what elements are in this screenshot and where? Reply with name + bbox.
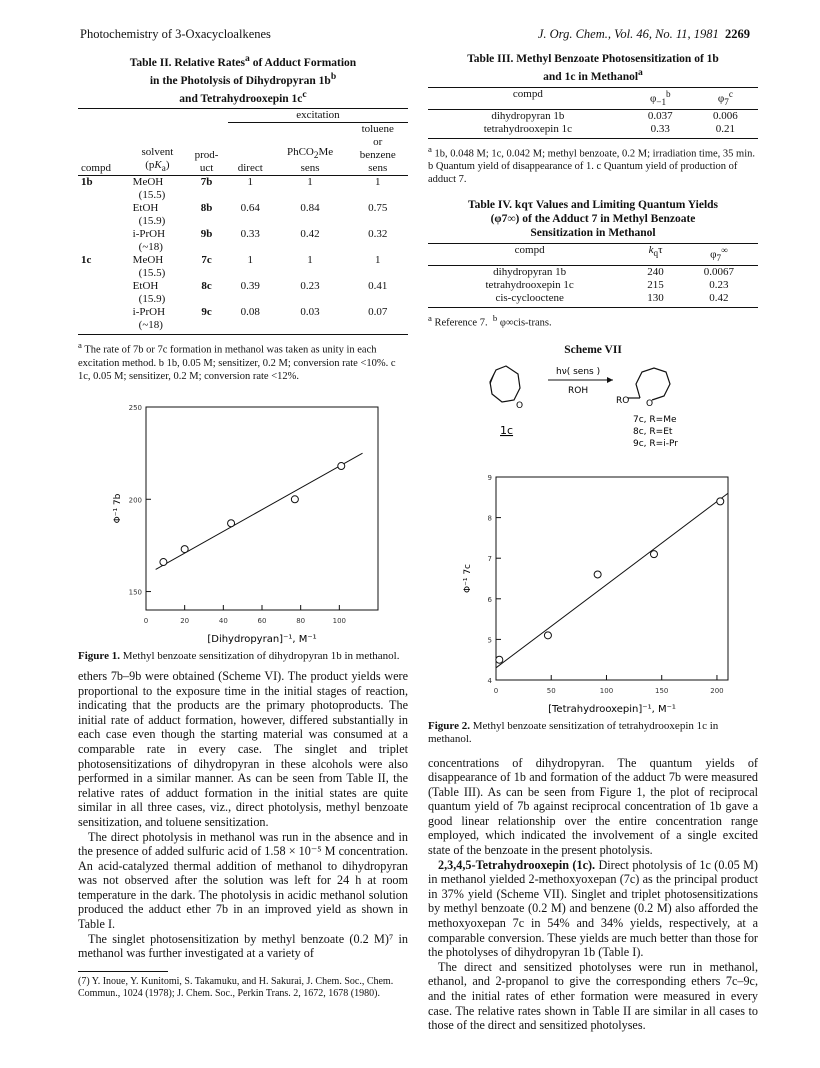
table-row — [78, 254, 408, 280]
x-tick-label: 0 — [493, 686, 499, 695]
x-tick-label: 80 — [296, 616, 306, 625]
phi-inf-cell: 0.23 — [709, 279, 729, 292]
running-header: Photochemistry of 3-Oxacycloalkenes — [80, 27, 271, 41]
toluene-cell: 1 — [375, 254, 381, 267]
figure1-chart — [78, 395, 408, 650]
phi-inf-cell: 0.42 — [709, 292, 729, 305]
phi-minus1-cell: 0.33 — [650, 122, 670, 135]
direct-cell: 1 — [247, 254, 254, 267]
solvent-name: EtOH — [132, 202, 159, 215]
product-cell: 7b — [200, 176, 213, 189]
data-point — [496, 656, 503, 663]
compd-cell: 1b — [81, 176, 93, 189]
reactant-oxygen-label: O — [516, 400, 524, 411]
figure1-caption: Figure 1. Methyl benzoate sensitization of dihydropyran 1b in methanol. — [78, 649, 400, 662]
y-axis-label: Φ⁻¹ 7c — [463, 563, 473, 593]
product-label-9c: 9c, R=i-Pr — [633, 438, 678, 449]
toluene-cell: 0.32 — [368, 228, 388, 241]
data-point — [544, 631, 551, 638]
y-tick-label: 6 — [487, 595, 492, 604]
compd-cell: cis-cyclooctene — [495, 292, 564, 305]
table-row — [428, 123, 758, 136]
table3-footnote: $^a$ 1b, 0.048 M; 1c, 0.042 M; methyl benzoate, 0.2 M; irradiation time, 35 min. b Quantum yield of disappearance of 1. c Quantum yield of production of adduct 7. — [428, 143, 756, 186]
product-cell: 8c — [201, 280, 212, 293]
x-tick-label: 60 — [257, 616, 267, 625]
compd-cell — [78, 202, 130, 228]
data-point — [160, 559, 167, 566]
compd-cell — [78, 306, 130, 332]
phco2me-cell: 0.42 — [300, 228, 320, 241]
right-column — [428, 52, 758, 1033]
phi-inf-cell: 0.0067 — [703, 266, 735, 279]
y-tick-label: 8 — [487, 514, 492, 523]
toluene-cell: 0.41 — [368, 280, 388, 293]
page-number: 2269 — [725, 27, 750, 41]
compd-cell: dihydropyran 1b — [491, 109, 565, 122]
x-tick-label: 40 — [218, 616, 228, 625]
table-row — [78, 228, 408, 254]
direct-cell: 0.08 — [240, 306, 260, 319]
direct-cell: 0.64 — [240, 202, 260, 215]
arrow-bottom-label: ROH — [568, 385, 589, 396]
table-row — [78, 280, 408, 306]
y-tick-label: 4 — [487, 676, 492, 685]
solvent-cell — [130, 280, 185, 306]
fit-line — [496, 493, 728, 668]
phco2me-cell: 0.23 — [300, 280, 320, 293]
plot-frame — [146, 407, 378, 610]
x-tick-label: 200 — [710, 686, 724, 695]
solvent-name: MeOH — [132, 176, 164, 189]
table4-caption: Table IV. kqτ Values and Limiting Quantum Yields (φ7∞) of the Adduct 7 in Methyl Benzoate Sensitization in Methanol — [467, 199, 719, 240]
product-structure — [628, 368, 670, 400]
x-tick-label: 150 — [655, 686, 669, 695]
x-tick-label: 100 — [332, 616, 347, 625]
y-tick-label: 5 — [487, 635, 492, 644]
direct-cell: 0.39 — [240, 280, 260, 293]
solvent-cell — [130, 228, 185, 254]
pka-value: (15.5) — [138, 189, 166, 202]
table2-footnote: $^a$ The rate of 7b or 7c formation in methanol was taken as unity in each excitation method. b 1b, 0.05 M; sensitizer, 0.2 M; conversion rate <10%. c 1c, 0.05 M; sensitizer, 0.2 M; conversion rate <12%. — [78, 340, 396, 382]
phco2me-cell: 1 — [307, 254, 313, 267]
excitation-header: excitation — [228, 109, 408, 123]
y-tick-label: 200 — [128, 496, 142, 505]
product-ro-label: RO — [616, 395, 630, 406]
compd-cell: 1c — [81, 254, 92, 267]
product-cell: 8b — [200, 202, 213, 215]
toluene-cell: 0.75 — [368, 202, 388, 215]
phco2me-cell: 0.84 — [300, 202, 320, 215]
table-row — [428, 266, 758, 280]
journal-citation — [538, 27, 750, 42]
phco2me-cell: 1 — [307, 176, 313, 189]
x-axis-label: [Dihydropyran]⁻¹, M⁻¹ — [207, 633, 317, 645]
toluene-cell: 1 — [375, 176, 381, 189]
phi7-cell: 0.006 — [713, 109, 738, 122]
left-body-text: ethers 7b–9b were obtained (Scheme VI). The product yields were proportional to the exposure time in the initial stages of reaction, indicating that the products are the primary photoproducts. The initial rate of adduct formation, however, differed substantially in each case even though the starting material was consumed at a comparable rate in every case. The singlet and triplet photosensitizations of dihydropyran in these alcohols were also performed in a similar manner. As can be seen from Table II, the relative rates of adduct formation in the initial states are quite similar in all three cases, viz., direct photolysis, methyl benzoate sensitization, and toluene sensitization. The direct photolysis in methanol was run in the absence and in the presence of added sulfuric acid of 1.58 × 10⁻⁵ M concentration. An acid-catalyzed thermal addition of methanol to dihydropyran was not observed after the solution was left for 24 h at room temperature in the dark. The photolysis in acidic methanol solution produced the adduct ether 7b in an improved yield as shown in Table I. The singlet photosensitization by methyl benzoate (0.2 M)⁷ in methanol was further investigated at a variety of — [78, 668, 408, 961]
phi7-cell: 0.21 — [715, 122, 736, 135]
solvent-name: i-PrOH — [132, 228, 166, 241]
data-point — [181, 546, 188, 553]
y-tick-label: 150 — [128, 588, 142, 597]
reference-7: (7) Y. Inoue, Y. Kunitomi, S. Takamuku, and H. Sakurai, J. Chem. Soc., Chem. Commun., 1024 (1978); J. Chem. Soc., Perkin Trans. 2, 1672, 1678 (1980). — [78, 975, 394, 999]
solvent-cell — [130, 176, 185, 203]
pka-value: (~18) — [138, 319, 163, 332]
x-tick-label: 100 — [599, 686, 614, 695]
data-point — [338, 463, 345, 470]
pka-value: (15.5) — [138, 267, 166, 280]
table4-footnote: $^a$ Reference 7. $^b$ φ∞cis-trans. — [428, 313, 552, 329]
table-row — [78, 202, 408, 228]
y-tick-label: 7 — [487, 554, 492, 563]
product-label-8c: 8c, R=Et — [633, 426, 673, 437]
table-row — [78, 176, 408, 203]
figure2-chart — [428, 465, 758, 720]
table-row — [428, 279, 758, 292]
product-cell: 7c — [201, 254, 212, 267]
solvent-cell — [130, 202, 185, 228]
plot-frame — [496, 477, 728, 680]
direct-cell: 0.33 — [240, 228, 260, 241]
x-tick-label: 50 — [546, 686, 556, 695]
phco2me-cell: 0.03 — [300, 306, 320, 319]
data-point — [650, 550, 657, 557]
scheme7-title: Scheme VII — [564, 343, 622, 356]
reactant-structure — [490, 366, 520, 402]
phi-minus1-cell: 0.037 — [647, 109, 673, 122]
y-axis-label: Φ⁻¹ 7b — [113, 493, 123, 524]
figure2-caption: Figure 2. Methyl benzoate sensitization of tetrahydrooxepin 1c in methanol. — [428, 719, 719, 745]
compd-cell: tetrahydrooxepin 1c — [485, 279, 574, 292]
solvent-name: EtOH — [132, 280, 159, 293]
solvent-cell — [130, 306, 185, 332]
data-point — [228, 520, 235, 527]
x-axis-label: [Tetrahydrooxepin]⁻¹, M⁻¹ — [548, 703, 676, 715]
solvent-cell — [130, 254, 185, 280]
direct-cell: 1 — [247, 176, 254, 189]
data-point — [291, 496, 298, 503]
data-point — [717, 497, 724, 504]
toluene-cell: 0.07 — [368, 306, 388, 319]
arrow-top-label: hν( sens ) — [556, 366, 601, 377]
scheme7-diagram — [428, 356, 758, 461]
journal-name: J. Org. Chem., Vol. 46, No. 11, 1981 — [537, 27, 719, 41]
product-label-7c: 7c, R=Me — [633, 414, 677, 425]
compd-cell — [78, 280, 130, 306]
y-tick-label: 250 — [128, 403, 142, 412]
right-body-text: concentrations of dihydropyran. The quantum yields of disappearance of 1b and formation of the adduct 7b were measured (Table III). As can be seen from Figure 1, the plot of reciprocal quantum yield of 7b against reciprocal concentration of 1b gave a good linear relationship over the entire concentration range employed, which indicated the involvement of a single excited state of the benzoate in the present photolysis. 2,3,4,5-Tetrahydrooxepin (1c). Direct photolysis of 1c (0.05 M) in methanol yielded 2-methoxyoxepan (7c) as the principal product in 37% yield (Scheme VII). Singlet and triplet photosensitizations by methyl benzoate (0.2 M) and benzene (0.2 M) also afforded the methoxyoxepan 7c in 54% and 34% yields, respectively, at a comparable conversion. These yields are much better than those for the photolyses of dihydropyran 1b (Table I). The direct and sensitized photolyses were run in methanol, ethanol, and 2-propanol to give the corresponding ethers 7c–9c, and the initial rates of ether formation were measured in every case. The relative rates shown in Table II are similar in all cases to those of the direct and sensitized photolyses. — [428, 755, 758, 1033]
product-cell: 9c — [201, 306, 212, 319]
solvent-name: i-PrOH — [132, 306, 166, 319]
table4: compd $k_q\tau$ $\varphi_7^\infty$ dihydropyran 1b 240 0.0067 tetrahydrooxepin 1c 215 0.23 cis-cyclooctene 130 0.42 — [428, 243, 758, 308]
compd-cell — [78, 228, 130, 254]
product-oxygen-label: O — [646, 398, 654, 409]
table3-caption: Table III. Methyl Benzoate Photosensitization of 1b and 1c in Methanol$^a$ — [467, 53, 719, 83]
table-row — [428, 292, 758, 305]
table-row — [78, 306, 408, 332]
pka-value: (15.9) — [138, 293, 166, 306]
compd-cell: tetrahydrooxepin 1c — [483, 122, 572, 135]
reactant-label: 1c — [500, 423, 514, 437]
product-cell: 9b — [200, 228, 213, 241]
left-column — [78, 52, 408, 1000]
table-row — [428, 109, 758, 123]
data-point — [594, 570, 601, 577]
pka-value: (15.9) — [138, 215, 166, 228]
compd-cell: dihydropyran 1b — [493, 266, 567, 279]
y-tick-label: 9 — [487, 473, 492, 482]
table3: compd $\varphi_{-1}^b$ $\varphi_7^c$ dihydropyran 1b 0.037 0.006 tetrahydrooxepin 1c 0.33 0.21 — [428, 87, 758, 139]
pka-value: (~18) — [138, 241, 163, 254]
table2: excitation compd solvent $(pK_a)$ prod- uct direct PhCO$_2$Me sens toluene or benzene sens 1b MeOH (15.5) 7b 1 1 1 EtOH (15.9) 8b 0.64 0.84 0.75 i-PrOH (~18) 9b 0.33 0.42 0.32 1c MeOH (15.5) 7c 1 1 1 EtOH (15.9) 8c 0.39 0.23 0.41 i-PrOH (~18) 9c 0.08 0.03 0.07 — [78, 108, 408, 335]
kqt-cell: 215 — [647, 279, 664, 292]
table2-caption: Table II. Relative Rates$^a$ of Adduct Formation in the Photolysis of Dihydropyran $1b^b$ and Tetrahydrooxepin $1c^c$ — [129, 53, 357, 105]
solvent-name: MeOH — [132, 254, 164, 267]
kqt-cell: 240 — [647, 266, 664, 279]
x-tick-label: 0 — [143, 616, 149, 625]
kqt-cell: 130 — [647, 292, 664, 305]
x-tick-label: 20 — [180, 616, 190, 625]
